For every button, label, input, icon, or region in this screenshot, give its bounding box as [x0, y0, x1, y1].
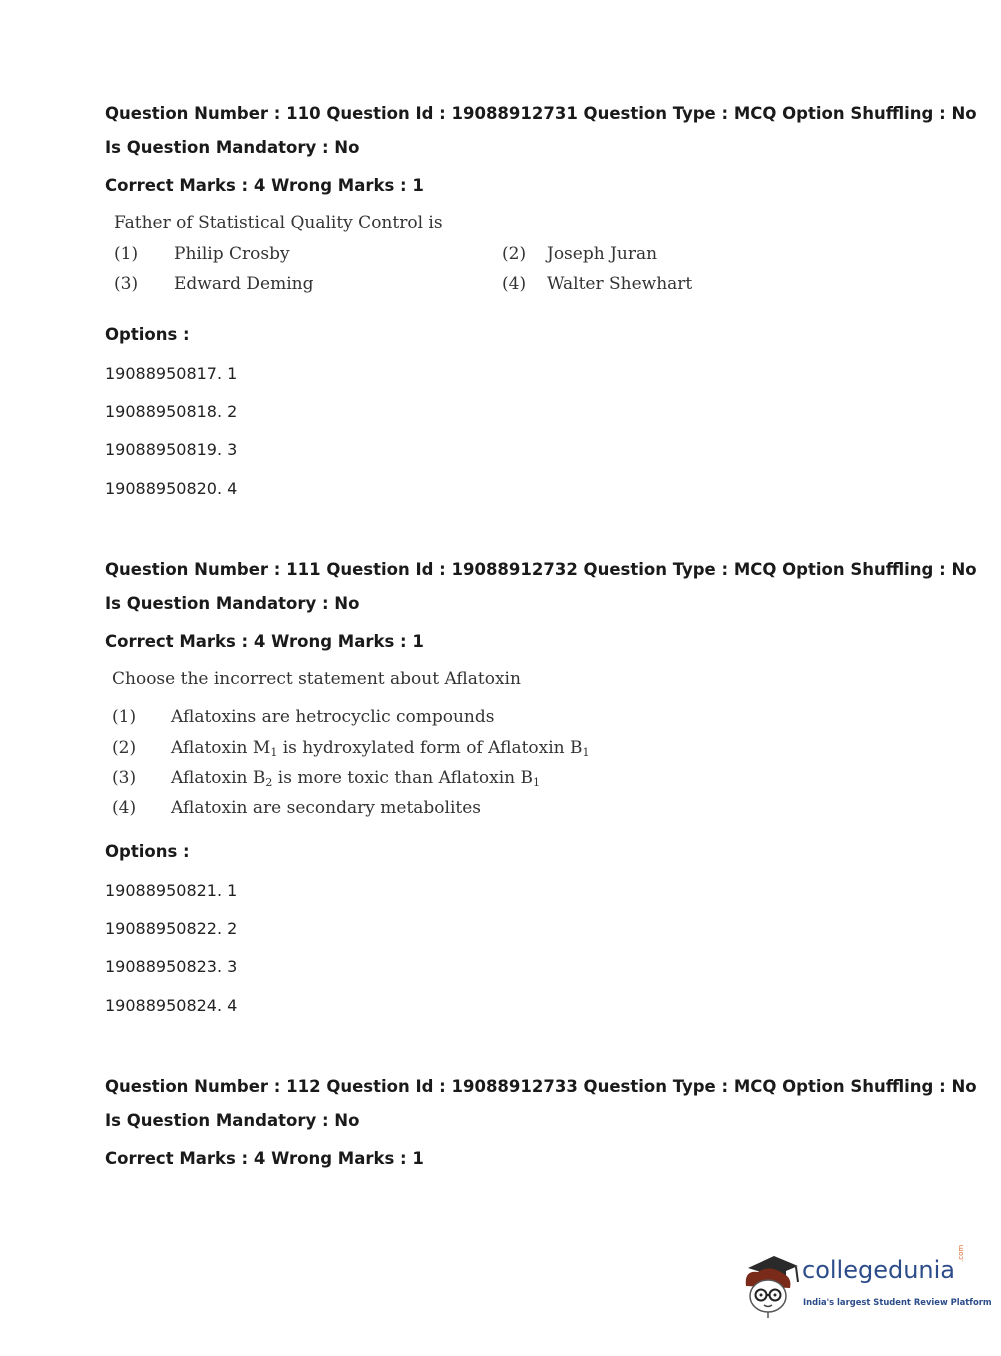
question-header: Question Number : 111 Question Id : 19088912732 Question Type : MCQ Option Shuffling : No: [105, 560, 977, 579]
choice-text: Philip Crosby: [174, 244, 290, 264]
choice-text: Aflatoxins are hetrocyclic compounds: [171, 707, 495, 727]
option-item: 19088950820. 4: [105, 479, 238, 498]
options-label: Options :: [105, 842, 190, 861]
choice-text-part: is hydroxylated form of Aflatoxin B: [277, 738, 583, 758]
choice-number: (3): [114, 274, 139, 294]
option-item: 19088950818. 2: [105, 402, 238, 421]
question-mandatory: Is Question Mandatory : No: [105, 594, 360, 613]
question-marks: Correct Marks : 4 Wrong Marks : 1: [105, 1149, 424, 1168]
option-item: 19088950822. 2: [105, 919, 238, 938]
question-stem: Choose the incorrect statement about Aflatoxin: [112, 669, 521, 689]
subscript: 1: [270, 746, 278, 759]
choice-text-part: is more toxic than Aflatoxin B: [272, 768, 533, 788]
option-item: 19088950819. 3: [105, 440, 238, 459]
choice-text: Edward Deming: [174, 274, 314, 294]
choice-number: (4): [502, 274, 527, 294]
choice-number: (2): [112, 738, 137, 758]
choice-text: Joseph Juran: [547, 244, 658, 264]
choice-number: (2): [502, 244, 527, 264]
choice-text: Walter Shewhart: [547, 274, 693, 294]
collegedunia-logo: [740, 1244, 992, 1318]
question-marks: Correct Marks : 4 Wrong Marks : 1: [105, 632, 424, 651]
choice-number: (3): [112, 768, 137, 788]
mascot-icon: [740, 1248, 802, 1318]
question-marks: Correct Marks : 4 Wrong Marks : 1: [105, 176, 424, 195]
subscript: 2: [265, 776, 273, 789]
choice-number: (4): [112, 798, 137, 818]
choice-text: [171, 738, 590, 759]
options-label: Options :: [105, 325, 190, 344]
question-stem: Father of Statistical Quality Control is: [114, 213, 443, 233]
option-item: 19088950823. 3: [105, 957, 238, 976]
choice-number: (1): [112, 707, 137, 727]
choice-text-part: Aflatoxin M: [171, 738, 271, 758]
option-item: 19088950817. 1: [105, 364, 238, 383]
choice-text: Aflatoxin are secondary metabolites: [171, 798, 482, 818]
logo-com: .com: [957, 1244, 965, 1262]
option-item: 19088950824. 4: [105, 996, 238, 1015]
logo-tagline: India's largest Student Review Platform: [803, 1297, 992, 1307]
question-mandatory: Is Question Mandatory : No: [105, 138, 360, 157]
choice-number: (1): [114, 244, 139, 264]
choice-text-part: Aflatoxin B: [171, 768, 266, 788]
option-item: 19088950821. 1: [105, 881, 238, 900]
logo-wordmark: collegedunia: [802, 1256, 956, 1284]
question-mandatory: Is Question Mandatory : No: [105, 1111, 360, 1130]
question-header: Question Number : 112 Question Id : 19088912733 Question Type : MCQ Option Shuffling : No: [105, 1077, 977, 1096]
choice-text: [171, 768, 540, 789]
subscript: 1: [532, 776, 540, 789]
question-header: Question Number : 110 Question Id : 19088912731 Question Type : MCQ Option Shuffling : No: [105, 104, 977, 123]
subscript: 1: [582, 746, 590, 759]
